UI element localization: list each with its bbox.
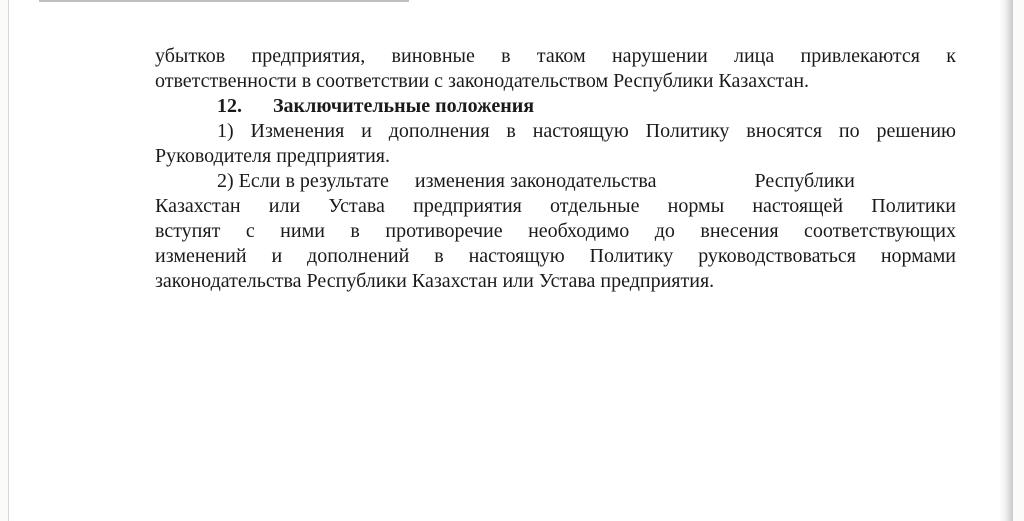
text-fragment: изменения законодательства [414,170,657,192]
text-line: Руководителя предприятия. [155,145,390,167]
text-line: изменений и дополнений в настоящую Политику руководствоваться нормами [155,245,956,267]
section-heading [155,94,956,119]
top-edge-line [39,0,409,2]
document-body [155,44,956,294]
text-line: Казахстан или Устава предприятия отдельные нормы настоящей Политики [155,195,956,217]
text-line: вступят с ними в противоречие необходимо до внесения соответствующих [155,220,956,242]
text-line: законодательства Республики Казахстан или Устава предприятия. [155,270,715,292]
text-line: убытков предприятия, виновные в таком нарушении лица привлекаются к [155,45,956,67]
text-fragment: Республики [754,170,855,192]
text-line [155,169,956,194]
text-fragment: 2) Если в результате [217,170,389,192]
section-title: Заключительные положения [273,95,535,117]
page-edge-shadow [999,0,1013,521]
text-line: 1) Изменения и дополнения в настоящую Политику вносятся по решению [217,120,956,142]
section-number: 12. [217,95,242,117]
text-line: ответственности в соответствии с законодательством Республики Казахстан. [155,70,810,92]
